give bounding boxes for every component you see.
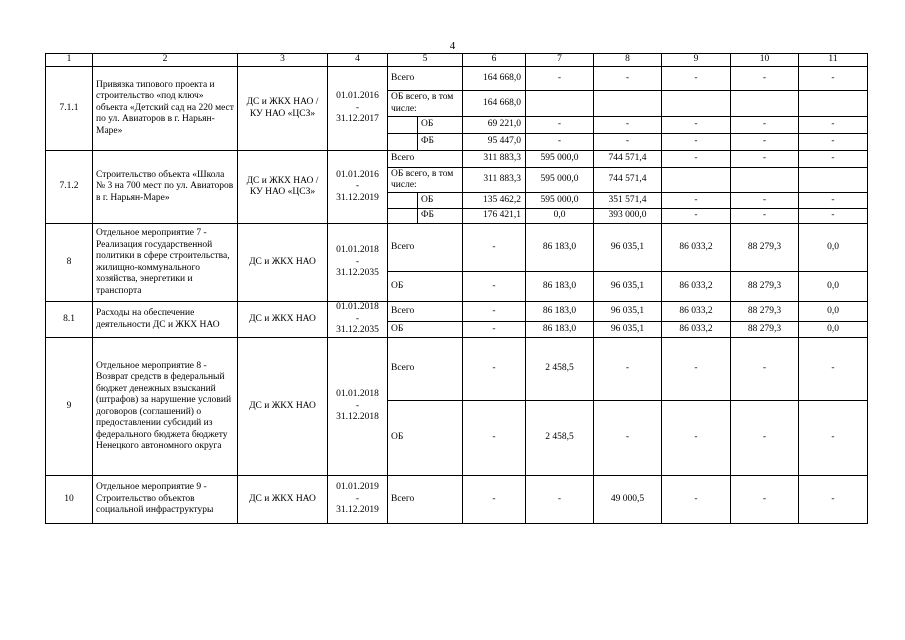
indent-cell [388,193,418,209]
value-cell: - [662,338,731,401]
source-label: ОБ [388,401,463,476]
row-number: 7.1.2 [46,151,93,224]
activity-name: Привязка типового проекта и строительство «под ключ» объекта «Детский сад на 220 мест по ул. Авиаторов в г. Нарьян-Маре» [93,67,238,151]
row-number: 9 [46,338,93,476]
indent-cell [388,209,418,224]
table-row [46,302,868,322]
header-cell: 2 [93,54,238,67]
activity-name: Расходы на обеспечение деятельности ДС и ЖКХ НАО [93,302,238,338]
table-row [46,151,868,168]
indent-cell [388,117,418,134]
value-cell: 393 000,0 [594,209,662,224]
value-cell: 88 279,3 [731,224,799,272]
page-number: 4 [449,40,456,52]
value-cell: - [731,209,799,224]
period-sep: - [355,493,360,504]
value-cell: 86 033,2 [662,322,731,338]
value-cell [799,168,868,193]
value-cell: 49 000,5 [594,476,662,524]
value-cell: - [662,117,731,134]
value-cell: 311 883,3 [463,151,526,168]
period-start: 01.01.2016 [336,169,379,180]
value-cell: - [799,476,868,524]
value-cell: 0,0 [799,272,868,302]
value-cell: 96 035,1 [594,322,662,338]
period [328,151,388,224]
value-cell: 2 458,5 [526,338,594,401]
value-cell: - [662,193,731,209]
period-start: 01.01.2016 [336,91,379,102]
value-cell: - [731,117,799,134]
period-sep: - [355,313,360,324]
value-cell: - [526,67,594,91]
period-sep: - [355,256,360,267]
value-cell: - [731,476,799,524]
period-sep: - [355,102,360,113]
header-cell: 7 [526,54,594,67]
header-cell: 6 [463,54,526,67]
value-cell: - [731,134,799,151]
value-cell: 0,0 [799,224,868,272]
value-cell: - [662,401,731,476]
value-cell: - [731,193,799,209]
row-number: 10 [46,476,93,524]
value-cell: 95 447,0 [463,134,526,151]
value-cell: 88 279,3 [731,302,799,322]
value-cell: 96 035,1 [594,272,662,302]
value-cell: 86 033,2 [662,272,731,302]
value-cell: - [526,117,594,134]
period-end: 31.12.2018 [336,412,379,423]
value-cell: - [463,224,526,272]
value-cell: 86 183,0 [526,272,594,302]
value-cell: 595 000,0 [526,151,594,168]
period-end: 31.12.2035 [336,268,379,279]
executor: ДС и ЖКХ НАО [238,476,328,524]
header-cell: 3 [238,54,328,67]
value-cell: - [463,272,526,302]
value-cell: 96 035,1 [594,302,662,322]
period-start: 01.01.2018 [336,302,379,313]
value-cell [662,168,731,193]
value-cell: - [594,67,662,91]
value-cell: 86 183,0 [526,224,594,272]
value-cell: - [662,209,731,224]
value-cell: 595 000,0 [526,193,594,209]
value-cell: - [799,401,868,476]
activity-name: Отдельное мероприятие 9 - Строительство объектов социальной инфраструктуры [93,476,238,524]
value-cell: 135 462,2 [463,193,526,209]
source-label: Всего [388,151,463,168]
table-row [46,476,868,524]
value-cell: - [594,117,662,134]
period-end: 31.12.2019 [336,505,379,516]
value-cell: 86 033,2 [662,302,731,322]
source-label: ФБ [418,134,463,151]
value-cell: 744 571,4 [594,168,662,193]
source-label: ОБ [388,272,463,302]
period-start: 01.01.2019 [336,482,379,493]
header-row [46,54,868,67]
value-cell: 164 668,0 [463,91,526,117]
value-cell: 86 033,2 [662,224,731,272]
value-cell: - [662,151,731,168]
value-cell: 0,0 [799,322,868,338]
value-cell: 351 571,4 [594,193,662,209]
value-cell: 164 668,0 [463,67,526,91]
value-cell: - [594,134,662,151]
period-end: 31.12.2035 [336,325,379,336]
header-cell: 5 [388,54,463,67]
source-label: ОБ всего, в том числе: [388,168,463,193]
row-number: 8 [46,224,93,302]
period-sep: - [355,181,360,192]
value-cell: - [731,67,799,91]
table-row [46,67,868,91]
value-cell [799,91,868,117]
value-cell: 595 000,0 [526,168,594,193]
source-label: Всего [388,476,463,524]
period [328,302,388,338]
value-cell: - [662,134,731,151]
period-start: 01.01.2018 [336,389,379,400]
value-cell: 0,0 [526,209,594,224]
executor: ДС и ЖКХ НАО [238,338,328,476]
period [328,224,388,302]
source-label: ОБ [418,193,463,209]
source-label: Всего [388,224,463,272]
value-cell: 176 421,1 [463,209,526,224]
value-cell: - [799,134,868,151]
period-end: 31.12.2017 [336,114,379,125]
value-cell: 0,0 [799,302,868,322]
value-cell: - [526,476,594,524]
value-cell: 86 183,0 [526,322,594,338]
header-cell: 11 [799,54,868,67]
table-row [46,224,868,272]
table-row [46,338,868,401]
executor: ДС и ЖКХ НАО [238,224,328,302]
executor: ДС и ЖКХ НАО / КУ НАО «ЦСЗ» [238,67,328,151]
value-cell: 86 183,0 [526,302,594,322]
executor: ДС и ЖКХ НАО / КУ НАО «ЦСЗ» [238,151,328,224]
value-cell: - [463,302,526,322]
period-end: 31.12.2019 [336,192,379,203]
source-label: Всего [388,302,463,322]
source-label: Всего [388,67,463,91]
header-cell: 4 [328,54,388,67]
value-cell: - [799,117,868,134]
value-cell: - [463,338,526,401]
value-cell: - [799,209,868,224]
value-cell: - [731,338,799,401]
value-cell: 88 279,3 [731,322,799,338]
activity-name: Отдельное мероприятие 8 - Возврат средств в федеральный бюджет денежных взысканий (штрафов) за нарушение условий договоров (соглашений) о предоставлении субсидий из федерального бюджета бюджету Ненецкого автономного округа [93,338,238,476]
value-cell: - [594,401,662,476]
value-cell: - [799,338,868,401]
value-cell: - [799,151,868,168]
indent-cell [388,134,418,151]
value-cell: - [799,67,868,91]
source-label: ОБ [418,117,463,134]
row-number: 7.1.1 [46,67,93,151]
value-cell [662,91,731,117]
activity-name: Отдельное мероприятие 7 - Реализация государственной политики в сфере строительства, жилищно-коммунального хозяйства, энергетики и транспорта [93,224,238,302]
value-cell [731,168,799,193]
period-sep: - [355,400,360,411]
value-cell: 88 279,3 [731,272,799,302]
source-label: ФБ [418,209,463,224]
value-cell: - [799,193,868,209]
value-cell: - [463,401,526,476]
source-label: Всего [388,338,463,401]
header-cell: 10 [731,54,799,67]
source-label: ОБ всего, в том числе: [388,91,463,117]
period [328,338,388,476]
value-cell: 311 883,3 [463,168,526,193]
period [328,67,388,151]
value-cell: - [526,134,594,151]
header-cell: 1 [46,54,93,67]
value-cell [731,91,799,117]
header-cell: 8 [594,54,662,67]
value-cell: 96 035,1 [594,224,662,272]
value-cell: 744 571,4 [594,151,662,168]
value-cell: - [731,151,799,168]
header-cell: 9 [662,54,731,67]
value-cell: - [463,476,526,524]
value-cell: - [594,338,662,401]
value-cell: 69 221,0 [463,117,526,134]
budget-table [45,53,868,524]
executor: ДС и ЖКХ НАО [238,302,328,338]
value-cell: 2 458,5 [526,401,594,476]
period [328,476,388,524]
value-cell: - [662,67,731,91]
value-cell: - [731,401,799,476]
value-cell: - [662,476,731,524]
period-start: 01.01.2018 [336,245,379,256]
value-cell: - [463,322,526,338]
value-cell [594,91,662,117]
value-cell [526,91,594,117]
source-label: ОБ [388,322,463,338]
row-number: 8.1 [46,302,93,338]
activity-name: Строительство объекта «Школа № 3 на 700 мест по ул. Авиаторов в г. Нарьян-Маре» [93,151,238,224]
